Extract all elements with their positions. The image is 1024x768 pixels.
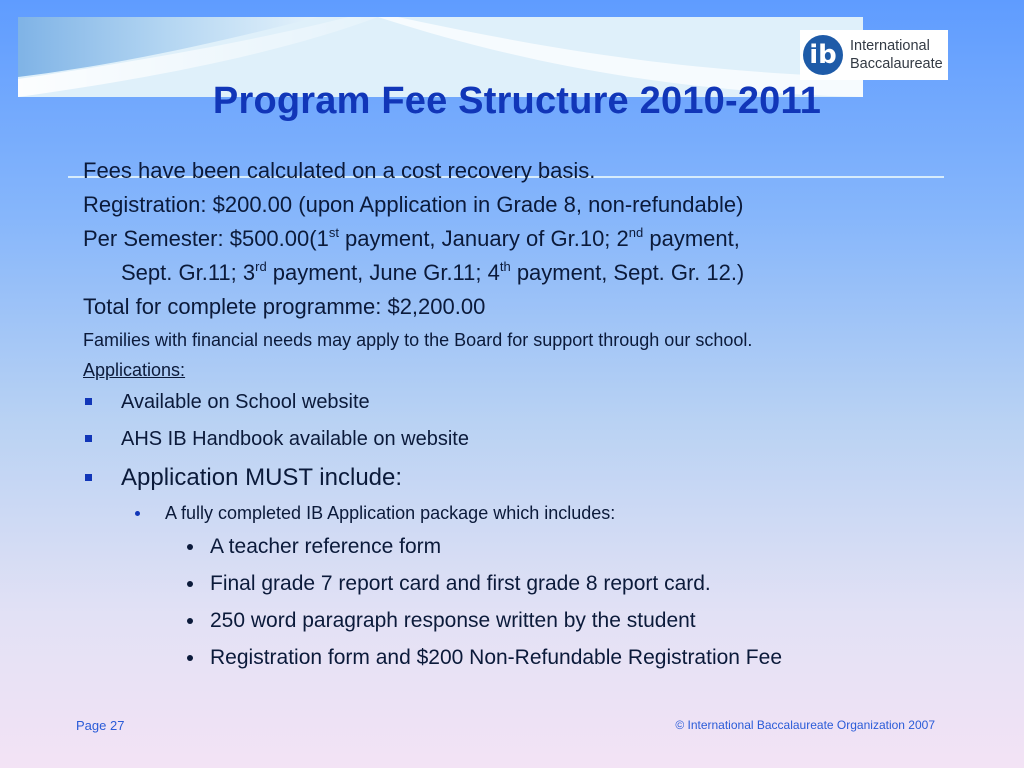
list-item — [83, 421, 983, 458]
dot-bullet-icon — [187, 618, 193, 624]
slide-title: Program Fee Structure 2010-2011 — [212, 80, 822, 122]
semester-sup-b: nd — [628, 225, 644, 240]
sub-list-item — [83, 498, 983, 528]
page-number: Page 27 — [76, 718, 125, 733]
list-item — [83, 458, 983, 498]
semester-line — [83, 222, 983, 290]
slide-title-wrap — [0, 80, 1024, 123]
semester-line-continued — [83, 256, 983, 290]
dot-bullet-icon — [135, 511, 140, 516]
semester-sup-a: st — [328, 225, 339, 240]
semester-text-d: Sept. Gr.11; 3 — [121, 260, 256, 285]
registration-line: Registration: $200.00 (upon Application in Grade 8, non-refundable) — [83, 192, 744, 217]
requirement-text: 250 word paragraph response written by the student — [210, 609, 696, 632]
requirement-item — [83, 602, 983, 639]
semester-text-b: payment, January of Gr.10; 2 — [338, 226, 629, 251]
bullet-text: Application MUST include: — [121, 464, 403, 491]
square-bullet-icon — [85, 474, 92, 481]
slide-body — [83, 154, 983, 676]
copyright-notice: © International Baccalaureate Organization 2007 — [675, 718, 935, 732]
semester-sup-e: th — [499, 259, 511, 274]
ib-logo — [800, 30, 948, 80]
dot-bullet-icon — [187, 581, 193, 587]
square-bullet-icon — [85, 435, 92, 442]
square-bullet-icon — [85, 398, 92, 405]
bullet-text: Available on School website — [121, 391, 370, 413]
requirement-item — [83, 639, 983, 676]
ib-logo-mark: ib — [803, 35, 843, 75]
dot-bullet-icon — [187, 544, 193, 550]
list-item — [83, 384, 983, 421]
requirement-item — [83, 528, 983, 565]
cost-recovery-line: Fees have been calculated on a cost recovery basis. — [83, 158, 596, 183]
semester-sup-d: rd — [255, 259, 267, 274]
ib-logo-line1: International — [850, 38, 930, 54]
total-line: Total for complete programme: $2,200.00 — [83, 294, 486, 319]
ib-logo-line2: Baccalaureate — [850, 56, 943, 72]
applications-heading: Applications: — [83, 360, 186, 380]
ib-logo-text — [850, 37, 943, 73]
families-line: Families with financial needs may apply to the Board for support through our school. — [83, 330, 753, 350]
requirement-text: Final grade 7 report card and first grade 8 report card. — [210, 572, 711, 595]
semester-text-e: payment, June Gr.11; 4 — [266, 260, 500, 285]
requirement-text: A teacher reference form — [210, 535, 442, 558]
sub-bullet-text: A fully completed IB Application package which includes: — [165, 503, 616, 523]
semester-text-a: Per Semester: $500.00(1 — [83, 226, 329, 251]
semester-text-c: payment, — [643, 226, 740, 251]
requirement-item — [83, 565, 983, 602]
semester-text-f: payment, Sept. Gr. 12.) — [510, 260, 745, 285]
bullet-text: AHS IB Handbook available on website — [121, 428, 469, 450]
dot-bullet-icon — [187, 655, 193, 661]
requirement-text: Registration form and $200 Non-Refundable Registration Fee — [210, 646, 782, 669]
